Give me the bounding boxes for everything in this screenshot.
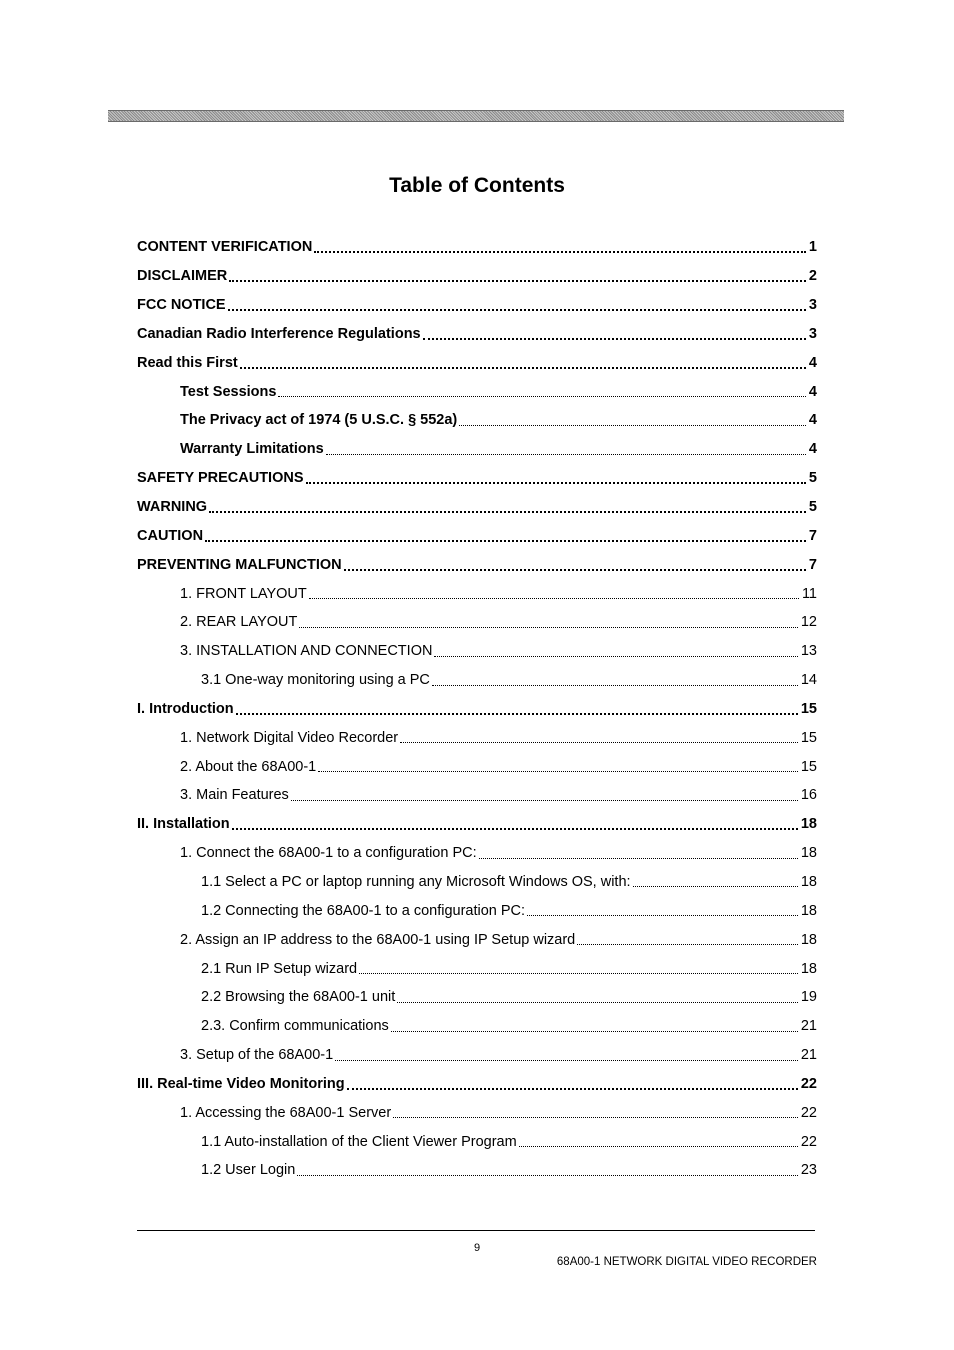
toc-entry-page: 16 (800, 787, 817, 804)
toc-dot-leader (397, 1002, 798, 1003)
toc-dot-leader (519, 1146, 798, 1147)
toc-entry-label: 3. Main Features (180, 787, 289, 804)
toc-entry-label: 2.2 Browsing the 68A00-1 unit (201, 989, 396, 1006)
toc-entry[interactable] (137, 348, 817, 377)
toc-entry-label: 2. Assign an IP address to the 68A00-1 using IP Setup wizard (180, 931, 576, 948)
toc-entry-page: 15 (800, 700, 817, 717)
toc-entry[interactable] (137, 954, 817, 983)
toc-entry-label: 2.1 Run IP Setup wizard (201, 960, 358, 977)
toc-entry[interactable] (137, 233, 817, 262)
toc-entry[interactable] (137, 291, 817, 320)
toc-entry-page: 21 (800, 1047, 817, 1064)
toc-entry-page: 12 (800, 614, 817, 631)
toc-entry-page: 21 (800, 1018, 817, 1035)
toc-dot-leader (347, 1088, 798, 1090)
toc-entry-page: 7 (808, 556, 817, 573)
toc-entry-label: Warranty Limitations (180, 441, 324, 458)
toc-dot-leader (232, 828, 798, 830)
toc-entry-label: 3.1 One-way monitoring using a PC (201, 672, 430, 689)
toc-entry-page: 18 (800, 960, 817, 977)
toc-entry-label: 1.2 User Login (201, 1162, 296, 1179)
toc-entry[interactable] (137, 983, 817, 1012)
toc-entry-page: 22 (800, 1133, 817, 1150)
toc-dot-leader (309, 598, 799, 599)
toc-entry[interactable] (137, 1127, 817, 1156)
toc-entry-page: 18 (800, 902, 817, 919)
toc-dot-leader (299, 627, 797, 628)
toc-entry[interactable] (137, 1041, 817, 1070)
toc-entry-label: Read this First (137, 354, 238, 371)
toc-entry[interactable] (137, 810, 817, 839)
toc-entry-page: 15 (800, 729, 817, 746)
toc-entry-label: 1. Network Digital Video Recorder (180, 729, 399, 746)
toc-entry[interactable] (137, 550, 817, 579)
toc-entry-label: FCC NOTICE (137, 297, 226, 314)
toc-entry-page: 2 (808, 268, 817, 285)
toc-entry-page: 18 (800, 816, 817, 833)
header-decorative-bar (108, 110, 844, 122)
toc-entry-page: 7 (808, 527, 817, 544)
toc-dot-leader (459, 425, 806, 426)
toc-dot-leader (306, 482, 806, 484)
toc-entry-label: 1.2 Connecting the 68A00-1 to a configuration PC: (201, 902, 526, 919)
page-number: 9 (473, 1242, 481, 1254)
toc-dot-leader (236, 713, 798, 715)
toc-entry-label: II. Installation (137, 816, 230, 833)
toc-entry-page: 18 (800, 845, 817, 862)
toc-entry[interactable] (137, 925, 817, 954)
toc-entry[interactable] (137, 608, 817, 637)
toc-dot-leader (577, 944, 798, 945)
toc-entry[interactable] (137, 896, 817, 925)
toc-dot-leader (400, 742, 798, 743)
toc-entry[interactable] (137, 377, 817, 406)
toc-entry-page: 22 (800, 1075, 817, 1092)
toc-dot-leader (314, 251, 806, 253)
toc-entry-label: III. Real-time Video Monitoring (137, 1075, 345, 1092)
toc-entry[interactable] (137, 839, 817, 868)
toc-entry-page: 5 (808, 499, 817, 516)
toc-dot-leader (291, 800, 798, 801)
toc-entry-label: The Privacy act of 1974 (5 U.S.C. § 552a) (180, 412, 458, 429)
toc-entry-label: Test Sessions (180, 383, 277, 400)
toc-entry-label: 1. Connect the 68A00-1 to a configuration PC: (180, 845, 477, 862)
toc-entry-label: 1. FRONT LAYOUT (180, 585, 307, 602)
toc-entry-label: 3. Setup of the 68A00-1 (180, 1047, 334, 1064)
toc-entry[interactable] (137, 1156, 817, 1185)
toc-entry-page: 3 (808, 297, 817, 314)
toc-entry-label: 1. Accessing the 68A00-1 Server (180, 1104, 392, 1121)
toc-entry-label: DISCLAIMER (137, 268, 228, 285)
toc-entry-label: 2.3. Confirm communications (201, 1018, 389, 1035)
toc-entry-page: 19 (800, 989, 817, 1006)
toc-entry[interactable] (137, 435, 817, 464)
toc-entry-page: 14 (800, 672, 817, 689)
footer-divider (137, 1230, 815, 1231)
toc-entry-page: 13 (800, 643, 817, 660)
toc-dot-leader (278, 396, 805, 397)
toc-dot-leader (205, 540, 806, 542)
toc-entry-label: 2. About the 68A00-1 (180, 758, 317, 775)
toc-entry-page: 22 (800, 1104, 817, 1121)
toc-entry-page: 4 (808, 412, 817, 429)
toc-entry-label: I. Introduction (137, 700, 234, 717)
toc-entry[interactable] (137, 752, 817, 781)
toc-entry[interactable] (137, 1098, 817, 1127)
toc-entry-label: 3. INSTALLATION AND CONNECTION (180, 643, 433, 660)
toc-dot-leader (228, 309, 806, 311)
toc-entry[interactable] (137, 320, 817, 349)
toc-dot-leader (344, 569, 806, 571)
toc-entry-label: SAFETY PRECAUTIONS (137, 470, 304, 487)
toc-dot-leader (326, 454, 806, 455)
toc-entry[interactable] (137, 1012, 817, 1041)
toc-entry-label: CONTENT VERIFICATION (137, 239, 313, 256)
toc-entry-page: 5 (808, 470, 817, 487)
toc-dot-leader (434, 656, 797, 657)
toc-entry-page: 4 (808, 354, 817, 371)
toc-entry[interactable] (137, 406, 817, 435)
toc-dot-leader (209, 511, 806, 513)
toc-dot-leader (393, 1117, 798, 1118)
toc-entry-label: CAUTION (137, 527, 204, 544)
toc-entry-label: 1.1 Auto-installation of the Client Viewer Program (201, 1133, 517, 1150)
toc-entry-label: 1.1 Select a PC or laptop running any Microsoft Windows OS, with: (201, 873, 631, 890)
page-title: Table of Contents (389, 174, 565, 197)
toc-entry-page: 18 (800, 931, 817, 948)
toc-entry-label: 2. REAR LAYOUT (180, 614, 298, 631)
footer-product-name: 68A00-1 NETWORK DIGITAL VIDEO RECORDER (556, 1256, 817, 1268)
toc-entry-label: WARNING (137, 499, 208, 516)
toc-entry[interactable] (137, 493, 817, 522)
toc-entry[interactable] (137, 521, 817, 550)
toc-entry-page: 4 (808, 441, 817, 458)
toc-entry[interactable] (137, 637, 817, 666)
toc-entry[interactable] (137, 868, 817, 897)
toc-entry[interactable] (137, 723, 817, 752)
toc-entry[interactable] (137, 262, 817, 291)
toc-entry-page: 3 (808, 325, 817, 342)
toc-entry-page: 11 (801, 585, 817, 602)
toc-entry[interactable] (137, 579, 817, 608)
toc-dot-leader (423, 338, 806, 340)
toc-dot-leader (297, 1175, 798, 1176)
toc-dot-leader (391, 1031, 798, 1032)
toc-entry-page: 23 (800, 1162, 817, 1179)
toc-entry-page: 4 (808, 383, 817, 400)
toc-entry[interactable] (137, 1069, 817, 1098)
toc-dot-leader (335, 1060, 798, 1061)
toc-entry[interactable] (137, 666, 817, 695)
toc-entry-page: 15 (800, 758, 817, 775)
toc-entry[interactable] (137, 695, 817, 724)
table-of-contents (137, 233, 817, 1185)
toc-dot-leader (240, 367, 806, 369)
toc-dot-leader (359, 973, 798, 974)
toc-entry-page: 18 (800, 873, 817, 890)
toc-dot-leader (527, 915, 798, 916)
toc-dot-leader (479, 858, 798, 859)
toc-entry-page: 1 (808, 239, 817, 256)
toc-entry-label: PREVENTING MALFUNCTION (137, 556, 342, 573)
toc-dot-leader (633, 886, 798, 887)
toc-entry[interactable] (137, 781, 817, 810)
toc-entry-label: Canadian Radio Interference Regulations (137, 325, 421, 342)
toc-dot-leader (432, 685, 798, 686)
toc-entry[interactable] (137, 464, 817, 493)
toc-dot-leader (229, 280, 806, 282)
toc-dot-leader (318, 771, 798, 772)
